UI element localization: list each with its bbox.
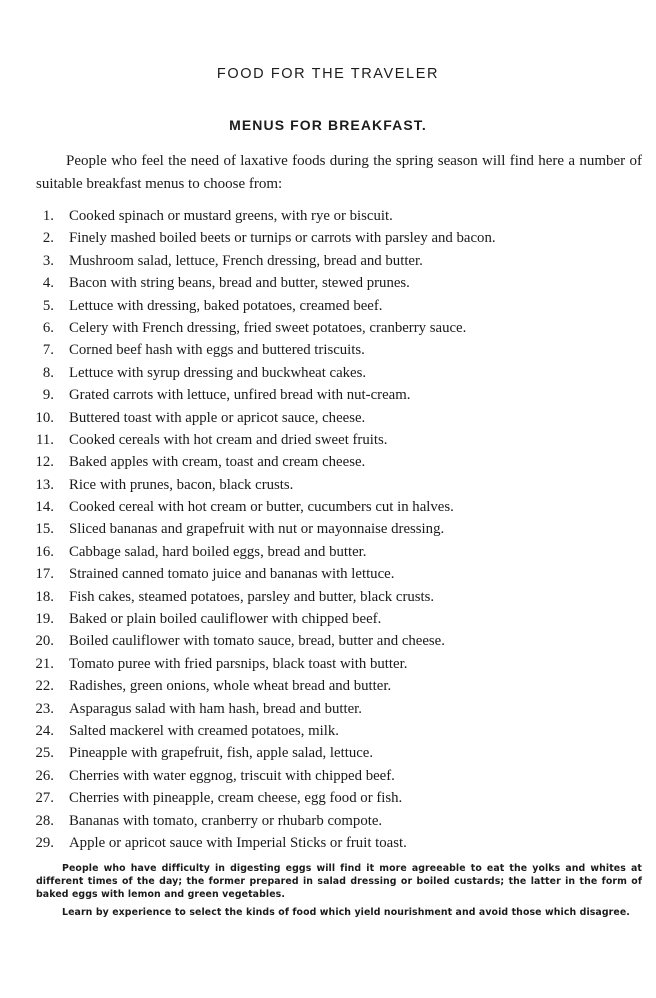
menu-text: Cabbage salad, hard boiled eggs, bread and butter. (69, 543, 367, 560)
menu-item (30, 227, 642, 249)
menu-text: Buttered toast with apple or apricot sauce, cheese. (69, 409, 366, 426)
menu-number: 15. (35, 521, 54, 538)
menu-text: Strained canned tomato juice and bananas with lettuce. (69, 566, 395, 583)
menu-text: Cooked spinach or mustard greens, with rye or biscuit. (69, 208, 393, 224)
menu-text: Bacon with string beans, bread and butter, stewed prunes. (69, 275, 410, 292)
menu-number: 28. (35, 812, 54, 829)
menu-text: Apple or apricot sauce with Imperial Sticks or fruit toast. (69, 834, 407, 851)
menu-item (30, 810, 642, 832)
menu-item (30, 362, 642, 384)
menu-text: Corned beef hash with eggs and buttered triscuits. (69, 342, 365, 359)
menu-item (30, 765, 642, 787)
menu-number: 10. (35, 409, 54, 426)
menu-text: Sliced bananas and grapefruit with nut or mayonnaise dressing. (69, 521, 445, 538)
menu-text: Cherries with pineapple, cream cheese, egg food or fish. (69, 790, 403, 807)
menu-number: 13. (35, 476, 54, 493)
footnote-experience: Learn by experience to select the kinds of food which yield nourishment and avoid those which disagree. (62, 907, 630, 918)
menu-text: Grated carrots with lettuce, unfired bread with nut-cream. (69, 387, 411, 404)
menu-number: 27. (35, 790, 54, 807)
menu-item (30, 832, 642, 854)
menu-text: Cooked cereals with hot cream and dried sweet fruits. (69, 431, 388, 448)
menu-number: 4. (42, 275, 54, 292)
menu-item (30, 541, 642, 563)
menu-item (30, 608, 642, 630)
menu-item (30, 339, 642, 361)
menu-item (30, 675, 642, 697)
menu-text: Salted mackerel with creamed potatoes, milk. (69, 722, 339, 739)
menu-number: 24. (35, 722, 54, 739)
menu-text: Fish cakes, steamed potatoes, parsley and butter, black crusts. (69, 588, 435, 605)
running-title: FOOD FOR THE TRAVELER (216, 66, 440, 82)
menu-number: 12. (35, 454, 54, 471)
menu-item (30, 272, 642, 294)
menu-item (30, 742, 642, 764)
menu-number: 22. (35, 678, 54, 695)
footnote-eggs: People who have difficulty in digesting eggs will find it more agreeable to eat the yolks and whites at different times of the day; the former prepared in salad dressing or boiled custards; the latter in the form of baked eggs with lemon and green vegetables. (36, 863, 642, 900)
menu-text: Pineapple with grapefruit, fish, apple salad, lettuce. (69, 745, 374, 762)
menu-text: Baked or plain boiled cauliflower with chipped beef. (69, 611, 382, 628)
menu-text: Asparagus salad with ham hash, bread and butter. (69, 700, 362, 717)
menu-number: 11. (36, 431, 54, 448)
menu-text: Lettuce with dressing, baked potatoes, creamed beef. (69, 297, 383, 314)
menu-item (30, 295, 642, 317)
menu-number: 5. (42, 297, 54, 314)
menu-number: 25. (35, 745, 54, 762)
menu-text: Lettuce with syrup dressing and buckwheat cakes. (69, 364, 367, 381)
intro-paragraph: People who feel the need of laxative foods during the spring season will find here a number of suitable breakfast menus to choose from: (36, 153, 642, 192)
menu-item (30, 586, 642, 608)
menu-number: 21. (35, 655, 54, 672)
menu-item (30, 720, 642, 742)
menu-text: Celery with French dressing, fried sweet potatoes, cranberry sauce. (69, 319, 467, 336)
menu-number: 1. (42, 208, 54, 224)
menu-text: Rice with prunes, bacon, black crusts. (69, 476, 294, 493)
menu-number: 29. (35, 834, 54, 851)
menu-text: Cherries with water eggnog, triscuit with chipped beef. (69, 767, 395, 784)
menu-item (30, 518, 642, 540)
menu-item (30, 407, 642, 429)
menu-number: 16. (35, 543, 54, 560)
menu-number: 2. (42, 230, 54, 247)
menu-text: Baked apples with cream, toast and cream cheese. (69, 454, 366, 471)
menu-text: Boiled cauliflower with tomato sauce, bread, butter and cheese. (69, 633, 445, 650)
menu-number: 8. (42, 364, 54, 381)
menu-item (30, 630, 642, 652)
menu-item (30, 698, 642, 720)
menu-number: 14. (35, 499, 54, 516)
menu-text: Tomato puree with fried parsnips, black toast with butter. (69, 655, 408, 672)
menu-number: 17. (35, 566, 54, 583)
menu-number: 18. (35, 588, 54, 605)
menu-number: 20. (35, 633, 54, 650)
menu-item (30, 250, 642, 272)
menu-item (30, 317, 642, 339)
menu-item (30, 429, 642, 451)
menu-item (30, 496, 642, 518)
section-title: MENUS FOR BREAKFAST. (229, 117, 427, 133)
menu-number: 3. (42, 252, 54, 269)
menu-item (30, 474, 642, 496)
menu-text: Bananas with tomato, cranberry or rhubarb compote. (69, 812, 383, 829)
menu-item (30, 451, 642, 473)
menu-number: 6. (42, 319, 54, 336)
menu-item (30, 205, 642, 227)
menu-number: 7. (42, 342, 54, 359)
menu-number: 23. (35, 700, 54, 717)
menu-item (30, 787, 642, 809)
menu-item (30, 563, 642, 585)
menu-item (30, 653, 642, 675)
menu-text: Mushroom salad, lettuce, French dressing, bread and butter. (69, 252, 423, 269)
menu-number: 9. (42, 387, 54, 404)
menu-number: 26. (35, 767, 54, 784)
menu-text: Finely mashed boiled beets or turnips or carrots with parsley and bacon. (69, 230, 496, 247)
menu-number: 19. (35, 611, 54, 628)
menu-text: Radishes, green onions, whole wheat bread and butter. (69, 678, 392, 695)
menu-item (30, 384, 642, 406)
breakfast-menu-list (30, 205, 642, 854)
menu-text: Cooked cereal with hot cream or butter, cucumbers cut in halves. (69, 499, 454, 516)
